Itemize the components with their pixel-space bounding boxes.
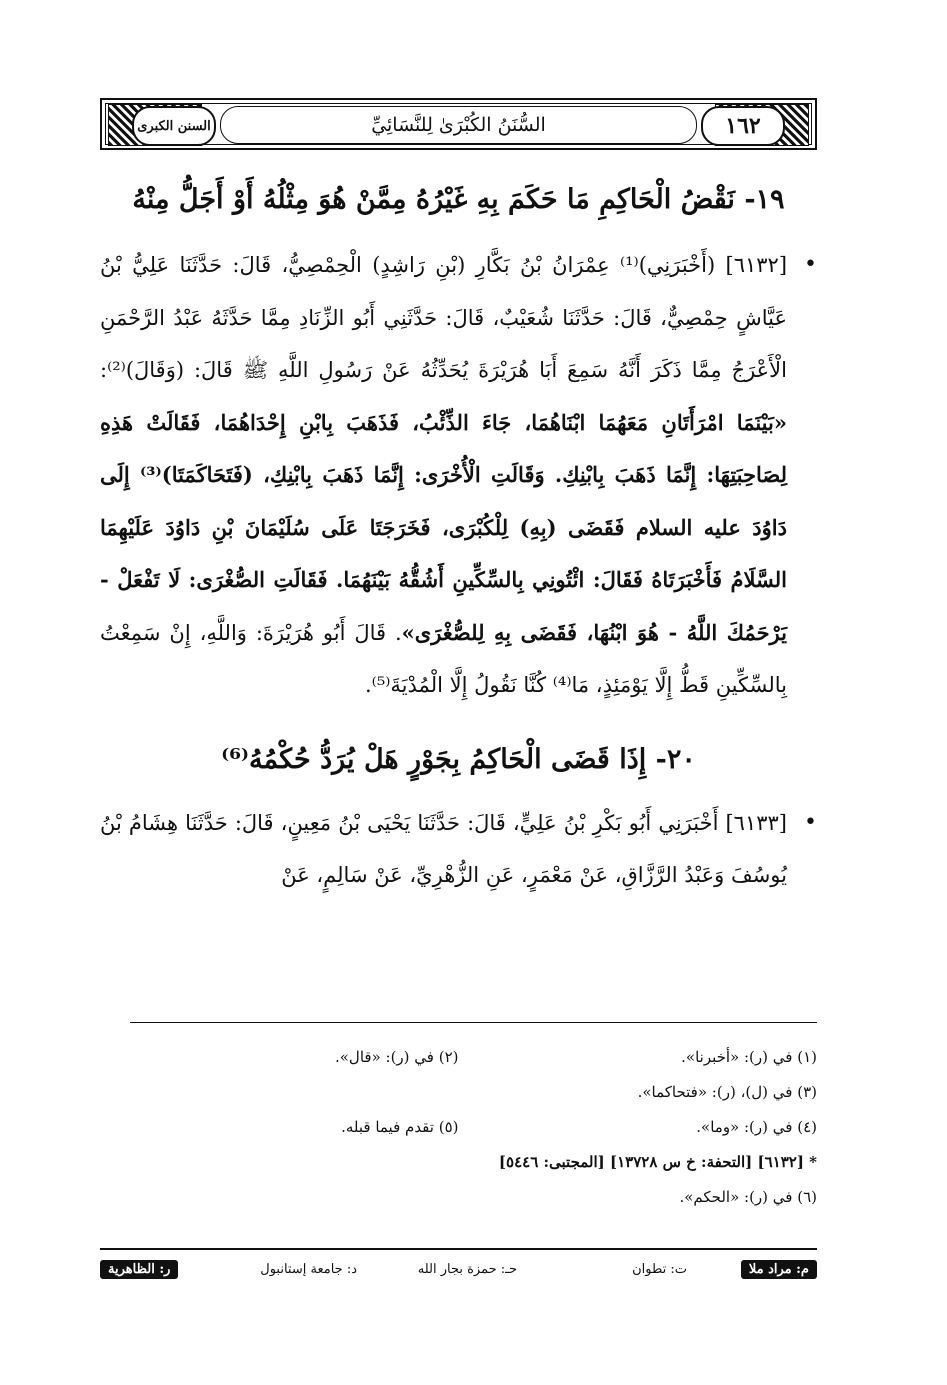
footnote-6: (٦) في (ر): «الحكم». [679,1188,817,1206]
bullet-icon: • [804,252,817,278]
footnote-1: (١) في (ر): «أخبرنا». [681,1048,817,1066]
hadith-6133-text: [٦١٣٣] أَخْبَرَنِي أَبُو بَكْرِ بْنُ عَلِيٍّ، قَالَ: حَدَّثَنَا يَحْيَى بْنُ مَعِينٍ، قَالَ: حَدَّثَنَا هِشَامُ بْنُ يُوسُفَ وَعَبْدُ الرَّزَّاقِ، عَنْ مَعْمَرٍ، عَنِ الزُّهْرِيِّ، عَنْ سَالِمٍ، عَنْ [100,810,787,888]
manuscript-sigla [100,1256,817,1286]
hadith-6132-matn: «بَيْنَمَا امْرَأَتَانِ مَعَهُمَا ابْنَاهُمَا، جَاءَ الذِّئْبُ، فَذَهَبَ بِابْنِ إِحْدَاهُمَا، فَقَالَتْ هَذِهِ لِصَاحِبَتِهَا: إِنَّمَا ذَهَبَ بِابْنِكِ. وَقَالَتِ الْأُخْرَى: إِنَّمَا ذَهَبَ بِابْنِكِ، (فَتَحَاكَمَتَا)⁽³⁾ إِلَى دَاوُدَ عليه السلام فَقَضَى (بِهِ) لِلْكُبْرَى، فَخَرَجَتَا عَلَى سُلَيْمَانَ بْنِ دَاوُدَ عَلَيْهِمَا السَّلَامُ فَأَخْبَرَتَاهُ فَقَالَ: ائْتُونِي بِالسِّكِّينِ أَشُقُّهُ بَيْنَهُمَا. فَقَالَتِ الصُّغْرَى: لَا تَفْعَلْ - يَرْحَمُكَ اللَّهُ - هُوَ ابْنُهَا، فَقَضَى بِهِ لِلصُّغْرَى» [100,409,787,645]
siglum-d: د: جامعة إستانبول [260,1262,357,1277]
footnote-5: (٥) تقدم فيما قبله. [341,1118,459,1136]
header-logo: السنن الكبرى [132,106,216,146]
footnote-2: (٢) في (ر): «قال». [334,1048,459,1066]
chapter-heading-19: ١٩- نَقْضُ الْحَاكِمِ مَا حَكَمَ بِهِ غَيْرُهُ مِمَّنْ هُوَ مِثْلُهُ أَوْ أَجَلُّ مِنْهُ [132,184,785,215]
footnote-3: (٣) في (ل)، (ر): «فتحاكما». [637,1083,817,1101]
takhrij-reference: * [٦١٣٢] [التحفة: خ س ١٣٧٢٨] [المجتبى: ٥٤٤٦] [498,1153,817,1171]
hadith-6132 [100,239,817,712]
page-header [100,98,817,150]
footnote-separator [130,1022,817,1023]
page-number: ١٦٢ [701,106,785,146]
bullet-icon: • [804,809,817,835]
chapter-heading-20: ٢٠- إِذَا قَضَى الْحَاكِمُ بِجَوْرٍ هَلْ يُرَدُّ حُكْمُهُ⁽⁶⁾ [221,743,696,775]
siglum-r: ر: الظاهرية [100,1260,178,1279]
footer-separator [100,1248,817,1250]
book-title: السُّنَنُ الكُبْرَىٰ لِلنَّسَائِيِّ [220,106,697,144]
footnote-4: (٤) في (ر): «وما». [696,1118,817,1136]
hadith-6133 [100,797,817,902]
hadith-6132-closing: . قَالَ أَبُو هُرَيْرَةَ: وَاللَّهِ، إِنْ سَمِعْتُ بِالسِّكِّينِ قَطُّ إِلَّا يَوْمَئِذٍ، مَا⁽⁴⁾ كُنَّا نَقُولُ إِلَّا الْمُدْيَةَ⁽⁵⁾. [100,620,787,698]
footnotes [100,1040,817,1215]
siglum-h: حـ: حمزة بجار الله [417,1262,517,1277]
hadith-6132-isnad: [٦١٣٢] (أَخْبَرَنِي)⁽¹⁾ عِمْرَانُ بْنُ بَكَّارِ (بْنِ رَاشِدٍ) الْحِمْصِيُّ، قَالَ: حَدَّثَنَا عَلِيُّ بْنُ عَيَّاشٍ حِمْصِيٌّ، قَالَ: حَدَّثَنَا شُعَيْبٌ، قَالَ: حَدَّثَنِي أَبُو الزِّنَادِ مِمَّا حَدَّثَهُ عَبْدُ الرَّحْمَنِ الْأَعْرَجُ مِمَّا ذَكَرَ أَنَّهُ سَمِعَ أَبَا هُرَيْرَةَ يُحَدِّثُهُ عَنْ رَسُولِ اللَّهِ ﷺ قَالَ: (وَقَالَ)⁽²⁾: [100,253,788,383]
siglum-m: م: مراد ملا [741,1260,817,1279]
main-content [100,170,817,902]
siglum-t: ت: تطوان [632,1262,687,1277]
